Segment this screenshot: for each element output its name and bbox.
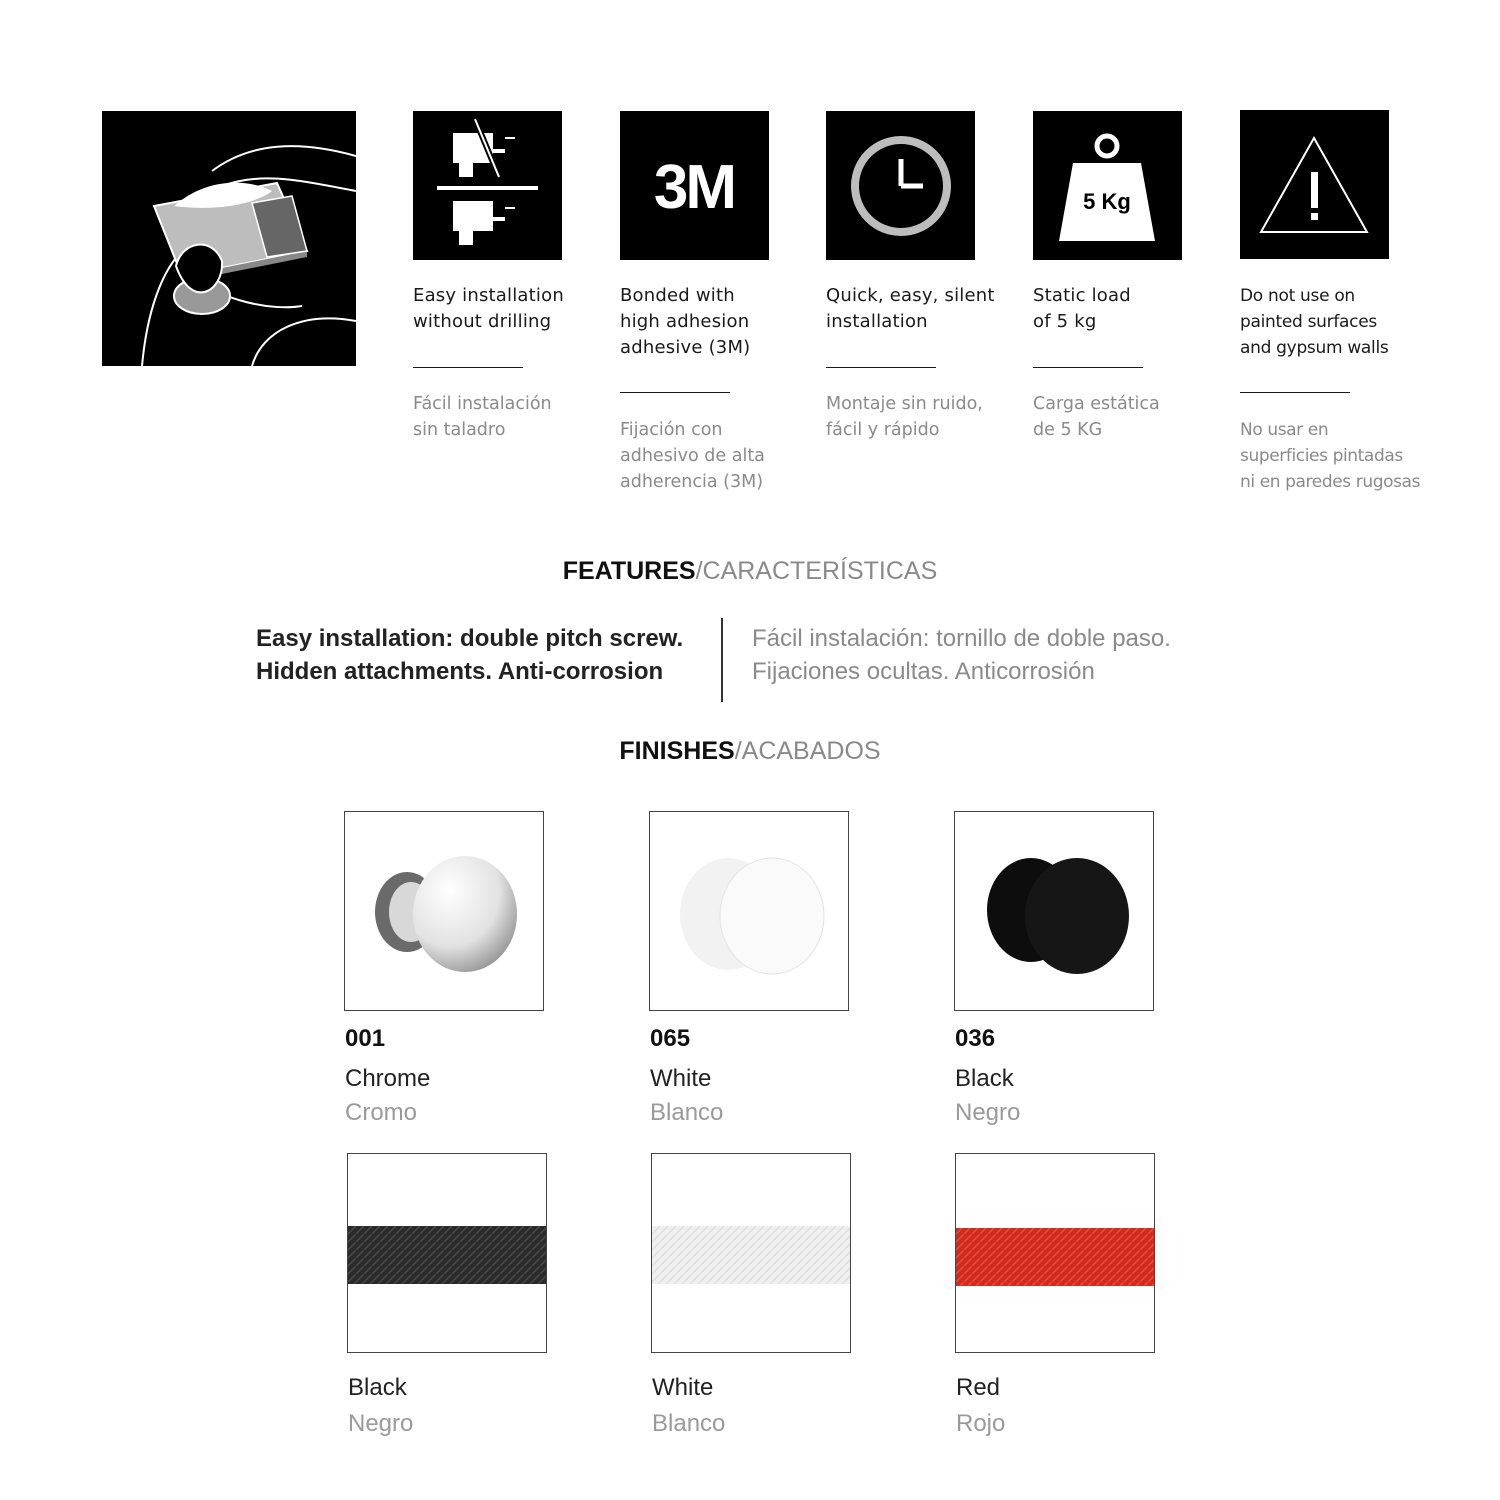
strap-name-es: Rojo: [956, 1410, 1006, 1437]
strap-name-en: Red: [956, 1374, 1001, 1401]
features-text-en: Easy installation: double pitch screw. Hidden attachments. Anti-corrosion: [256, 625, 684, 685]
strap-swatch-black[interactable]: [347, 1153, 547, 1353]
caption-en-3m: Bonded with high adhesion adhesive (3M): [620, 285, 751, 358]
strap-swatch-white[interactable]: [651, 1153, 851, 1353]
no-drill-icon: [413, 111, 562, 260]
caption-divider: [826, 367, 936, 368]
caption-es-3m: Fijación con adhesivo de alta adherencia (3M): [620, 420, 765, 492]
finish-swatch-chrome[interactable]: [344, 811, 544, 1011]
warning-icon: [1240, 110, 1389, 259]
finish-name-es: Blanco: [650, 1099, 724, 1126]
strap-name-es: Negro: [348, 1410, 414, 1437]
3m-logo-text: 3M: [653, 153, 735, 222]
features-text-es: Fácil instalación: tornillo de doble paso. Fijaciones ocultas. Anticorrosión: [752, 625, 1171, 685]
caption-es-drilling: Fácil instalación sin taladro: [413, 394, 552, 440]
caption-divider: [620, 392, 730, 393]
finish-name-en: Black: [955, 1065, 1014, 1092]
features-heading-en: FEATURES: [562, 557, 696, 585]
hand-applying-adhesive-icon: [102, 111, 356, 366]
caption-divider: [1033, 367, 1143, 368]
caption-en-drilling: Easy installation without drilling: [413, 285, 564, 332]
clock-icon: [826, 111, 975, 260]
strap-swatch-red[interactable]: [955, 1153, 1155, 1353]
finishes-heading: [0, 737, 1500, 766]
finish-code: 001: [345, 1025, 386, 1052]
features-heading: [0, 557, 1500, 586]
finish-name-es: Negro: [955, 1099, 1021, 1126]
weight-icon: [1033, 111, 1182, 260]
caption-en-installation: Quick, easy, silent installation: [826, 285, 995, 332]
finish-name-en: Chrome: [345, 1065, 431, 1092]
finishes-heading-es: /ACABADOS: [734, 737, 881, 765]
installation-illustration: [102, 111, 356, 366]
caption-es-installation: Montaje sin ruido, fácil y rápido: [826, 394, 983, 440]
finish-code: 036: [955, 1025, 996, 1052]
weight-label: 5 Kg: [1083, 189, 1131, 214]
finish-swatch-white[interactable]: [649, 811, 849, 1011]
caption-es-load: Carga estática de 5 KG: [1033, 394, 1160, 440]
caption-en-warning: Do not use on painted surfaces and gypsum walls: [1240, 286, 1389, 358]
finishes-heading-en: FINISHES: [619, 737, 735, 765]
strap-name-en: Black: [348, 1374, 407, 1401]
finish-name-es: Cromo: [345, 1099, 418, 1126]
features-divider: [721, 618, 723, 702]
strap-name-es: Blanco: [652, 1410, 726, 1437]
features-heading-es: /CARACTERÍSTICAS: [695, 557, 938, 585]
finish-name-en: White: [650, 1065, 712, 1092]
3m-logo-icon: [620, 111, 769, 260]
caption-divider: [1240, 392, 1350, 393]
caption-en-load: Static load of 5 kg: [1033, 285, 1131, 332]
strap-name-en: White: [652, 1374, 714, 1401]
caption-divider: [413, 367, 523, 368]
finish-code: 065: [650, 1025, 691, 1052]
finish-swatch-black[interactable]: [954, 811, 1154, 1011]
caption-es-warning: No usar en superficies pintadas ni en paredes rugosas: [1240, 420, 1421, 492]
